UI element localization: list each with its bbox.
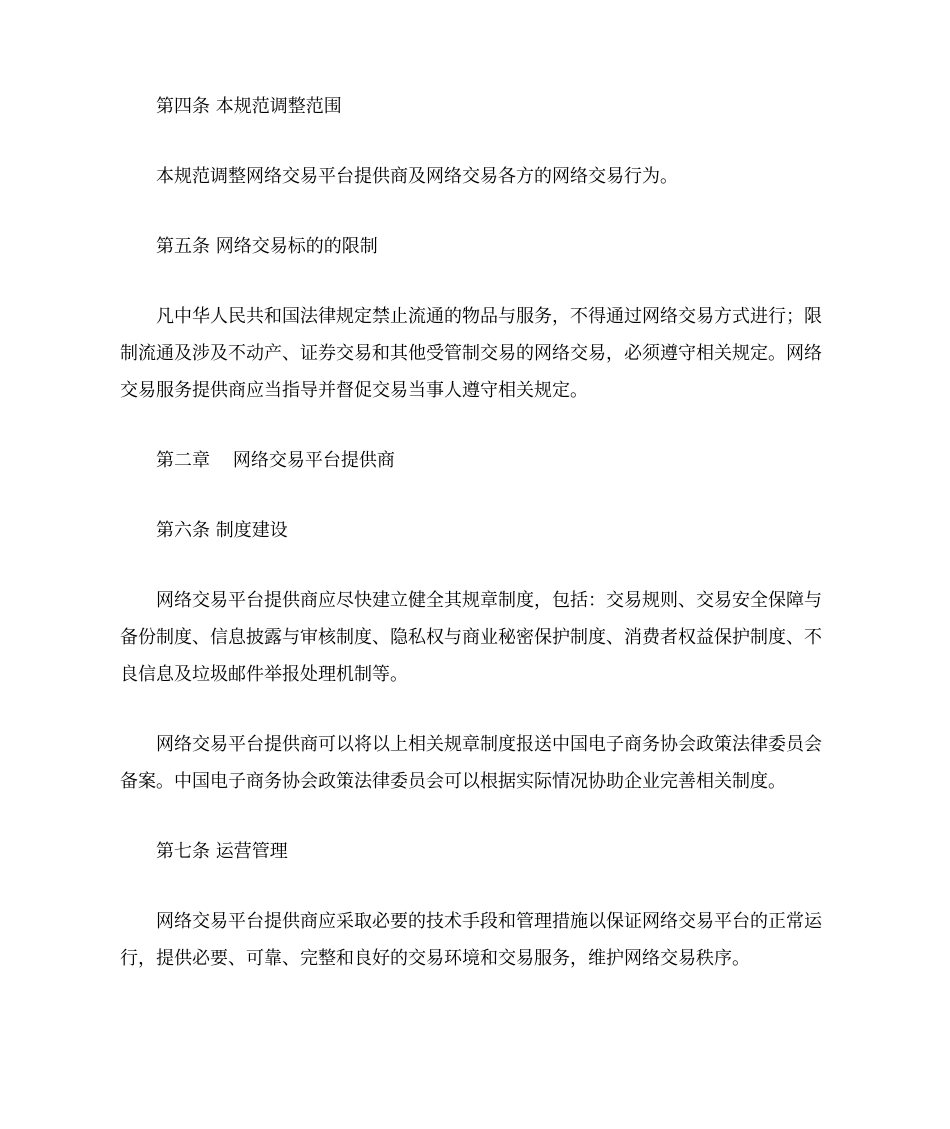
paragraph-line: 网络交易平台提供商可以将以上相关规章制度报送中国电子商务协会政策法律委员会 [156, 734, 822, 755]
paragraph [120, 582, 832, 693]
paragraph [120, 726, 832, 800]
paragraph [120, 158, 832, 195]
paragraph [120, 903, 832, 977]
paragraph-line: 交易服务提供商应当指导并督促交易当事人遵守相关规定。 [120, 380, 588, 401]
heading-text: 第二章 网络交易平台提供商 [156, 450, 395, 471]
paragraph-line: 网络交易平台提供商应尽快建立健全其规章制度，包括：交易规则、交易安全保障与 [156, 590, 822, 611]
article-heading [120, 88, 832, 125]
heading-text: 第四条 本规范调整范围 [156, 96, 342, 117]
article-heading [120, 833, 832, 870]
paragraph-line: 本规范调整网络交易平台提供商及网络交易各方的网络交易行为。 [156, 166, 678, 187]
paragraph-line: 制流通及涉及不动产、证券交易和其他受管制交易的网络交易，必须遵守相关规定。网络 [120, 343, 822, 364]
heading-text: 第七条 运营管理 [156, 841, 288, 862]
chapter-heading [120, 442, 832, 479]
paragraph [120, 298, 832, 409]
document-page [120, 88, 832, 977]
paragraph-line: 良信息及垃圾邮件举报处理机制等。 [120, 664, 408, 685]
paragraph-line: 行，提供必要、可靠、完整和良好的交易环境和交易服务，维护网络交易秩序。 [120, 948, 750, 969]
paragraph-line: 网络交易平台提供商应采取必要的技术手段和管理措施以保证网络交易平台的正常运 [156, 911, 822, 932]
article-heading [120, 512, 832, 549]
heading-text: 第六条 制度建设 [156, 520, 288, 541]
paragraph-line: 凡中华人民共和国法律规定禁止流通的物品与服务，不得通过网络交易方式进行；限 [156, 306, 822, 327]
paragraph-line: 备份制度、信息披露与审核制度、隐私权与商业秘密保护制度、消费者权益保护制度、不 [120, 627, 822, 648]
article-heading [120, 228, 832, 265]
heading-text: 第五条 网络交易标的的限制 [156, 236, 378, 257]
paragraph-line: 备案。中国电子商务协会政策法律委员会可以根据实际情况协助企业完善相关制度。 [120, 771, 786, 792]
